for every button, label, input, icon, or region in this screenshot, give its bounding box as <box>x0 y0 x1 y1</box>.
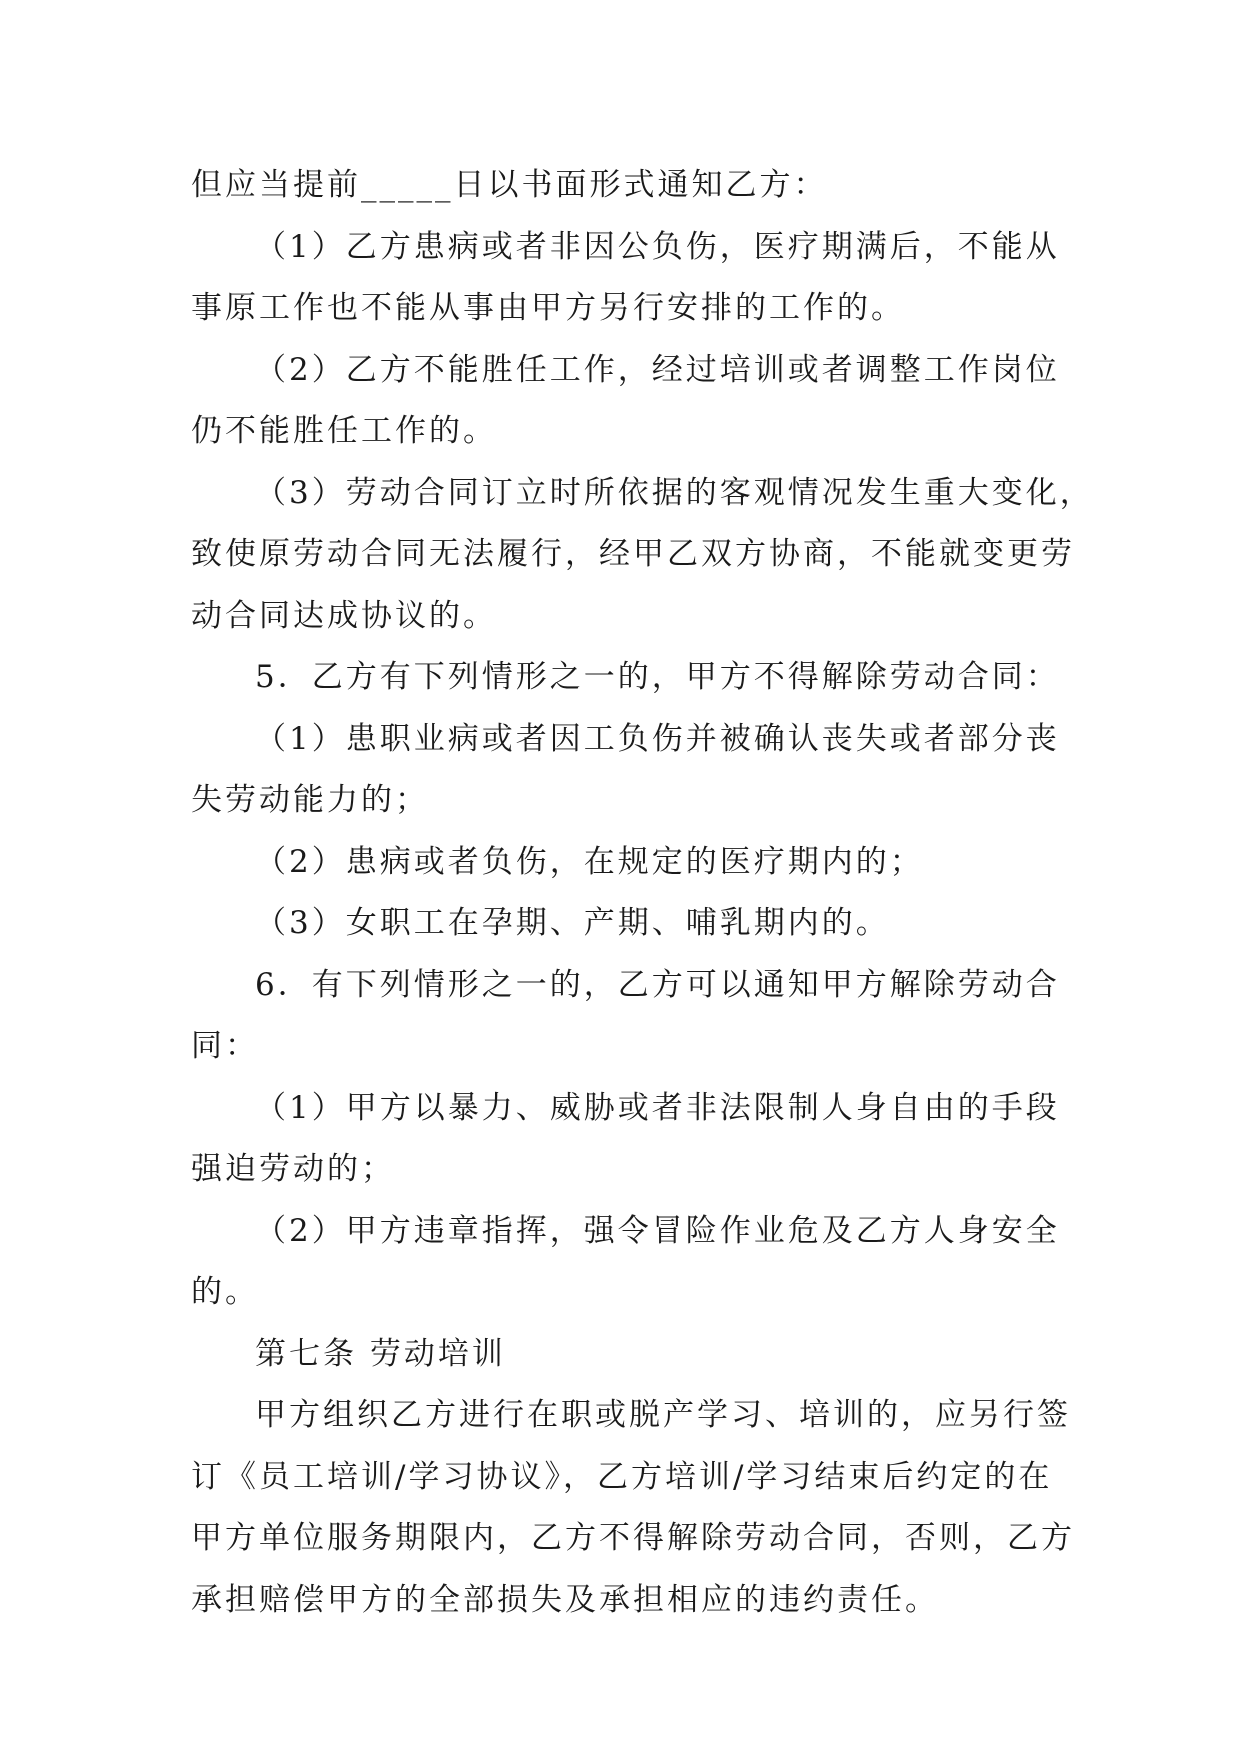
text-line: 承担赔偿甲方的全部损失及承担相应的违约责任。 <box>191 1581 939 1618</box>
text-line: 仍不能胜任工作的。 <box>191 413 497 449</box>
text-line: 甲方单位服务期限内，乙方不得解除劳动合同，否则，乙方 <box>191 1520 1075 1556</box>
text-line: 失劳动能力的； <box>191 782 429 818</box>
text-line: （3）女职工在孕期、产期、哺乳期内的。 <box>255 905 890 941</box>
text-line: （3）劳动合同订立时所依据的客观情况发生重大变化， <box>255 474 1094 511</box>
text-line: 但应当提前_____日以书面形式通知乙方： <box>191 167 828 203</box>
text-line: 致使原劳动合同无法履行，经甲乙双方协商，不能就变更劳 <box>191 536 1075 572</box>
section-heading: 第七条 劳动培训 <box>255 1335 506 1372</box>
text-line: 甲方组织乙方进行在职或脱产学习、培训的，应另行签 <box>255 1397 1071 1433</box>
text-line: 的。 <box>191 1274 259 1310</box>
text-line: 强迫劳动的； <box>191 1151 395 1187</box>
text-line: （1）乙方患病或者非因公负伤，医疗期满后，不能从 <box>255 228 1060 265</box>
text-line: 5．乙方有下列情形之一的，甲方不得解除劳动合同： <box>255 659 1060 695</box>
text-line: 6．有下列情形之一的，乙方可以通知甲方解除劳动合 <box>255 966 1060 1003</box>
text-line: （2）患病或者负伤，在规定的医疗期内的； <box>255 843 924 880</box>
document-body <box>191 155 1094 1631</box>
text-line: （2）乙方不能胜任工作，经过培训或者调整工作岗位 <box>255 351 1060 388</box>
text-line: 同： <box>191 1028 259 1064</box>
text-line: 订《员工培训/学习协议》，乙方培训/学习结束后约定的在 <box>191 1458 1053 1495</box>
text-line: 动合同达成协议的。 <box>191 597 497 634</box>
text-line: （1）甲方以暴力、威胁或者非法限制人身自由的手段 <box>255 1089 1060 1126</box>
text-line: （1）患职业病或者因工负伤并被确认丧失或者部分丧 <box>255 720 1060 757</box>
text-line: 事原工作也不能从事由甲方另行安排的工作的。 <box>191 290 905 326</box>
text-line: （2）甲方违章指挥，强令冒险作业危及乙方人身安全 <box>255 1212 1060 1249</box>
